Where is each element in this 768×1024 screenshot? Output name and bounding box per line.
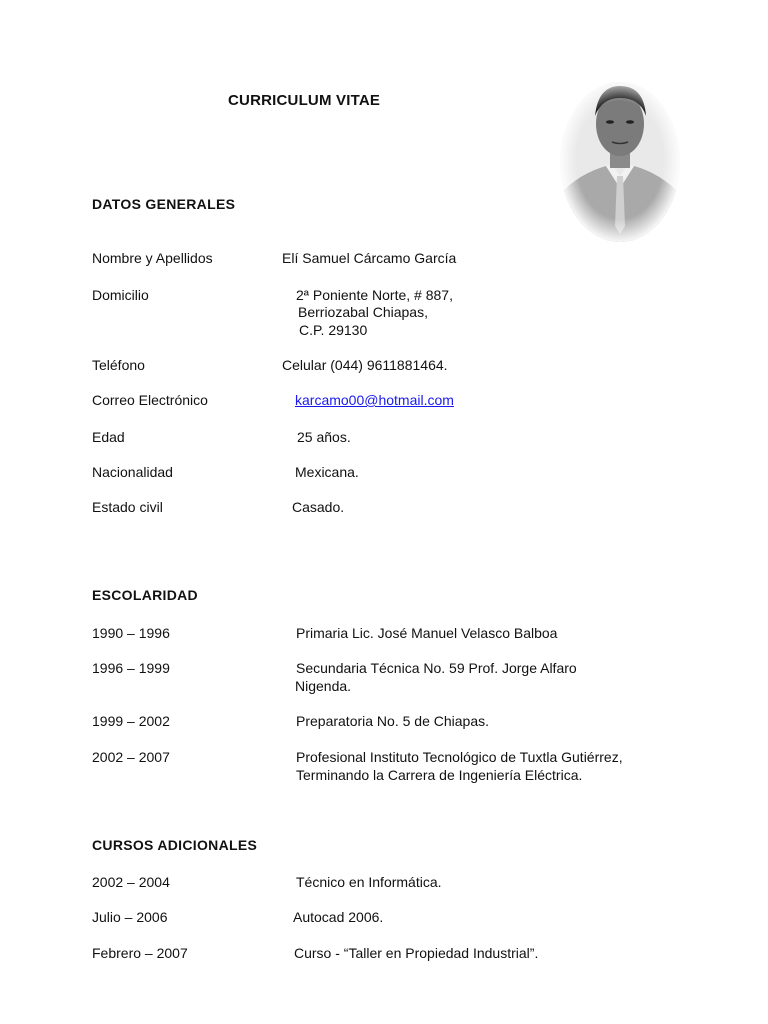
escolaridad-period: 1999 – 2002	[92, 713, 170, 729]
nacionalidad-value: Mexicana.	[295, 464, 359, 480]
estado-civil-value: Casado.	[292, 499, 345, 515]
edad-value: 25 años.	[297, 429, 351, 445]
curso-entry: Curso - “Taller en Propiedad Industrial”.	[294, 945, 539, 961]
escolaridad-period: 2002 – 2007	[92, 749, 170, 765]
escolaridad-entry: Profesional Instituto Tecnológico de Tuxtla Gutiérrez,	[296, 749, 623, 765]
escolaridad-entry-line2: Terminando la Carrera de Ingeniería Eléctrica.	[296, 767, 583, 783]
domicilio-label: Domicilio	[92, 287, 149, 303]
domicilio-line-2: Berriozabal Chiapas,	[298, 304, 428, 320]
email-link[interactable]: karcamo00@hotmail.com	[295, 392, 454, 408]
escolaridad-entry-line2: Nigenda.	[295, 678, 352, 694]
escolaridad-entry: Secundaria Técnica No. 59 Prof. Jorge Alfaro	[296, 660, 577, 676]
document-title: CURRICULUM VITAE	[228, 92, 381, 109]
section-heading-datos: DATOS GENERALES	[92, 196, 236, 212]
correo-label: Correo Electrónico	[92, 392, 208, 408]
escolaridad-entry: Primaria Lic. José Manuel Velasco Balboa	[296, 625, 558, 641]
portrait-photo	[558, 76, 682, 244]
curso-entry: Autocad 2006.	[293, 909, 384, 925]
curso-entry: Técnico en Informática.	[296, 874, 442, 890]
domicilio-line-1: 2ª Poniente Norte, # 887,	[296, 287, 453, 303]
curso-period: 2002 – 2004	[92, 874, 170, 890]
curso-period: Julio – 2006	[92, 909, 168, 925]
nacionalidad-label: Nacionalidad	[92, 464, 173, 480]
telefono-value: Celular (044) 9611881464.	[282, 357, 448, 373]
edad-label: Edad	[92, 429, 125, 445]
curso-period: Febrero – 2007	[92, 945, 188, 961]
escolaridad-period: 1990 – 1996	[92, 625, 170, 641]
section-heading-cursos: CURSOS ADICIONALES	[92, 837, 258, 853]
nombre-value: Elí Samuel Cárcamo García	[282, 250, 457, 266]
section-heading-escolaridad: ESCOLARIDAD	[92, 587, 198, 603]
estado-civil-label: Estado civil	[92, 499, 163, 515]
domicilio-line-3: C.P. 29130	[299, 322, 368, 338]
nombre-label: Nombre y Apellidos	[92, 250, 213, 266]
telefono-label: Teléfono	[92, 357, 145, 373]
escolaridad-entry: Preparatoria No. 5 de Chiapas.	[296, 713, 489, 729]
escolaridad-period: 1996 – 1999	[92, 660, 170, 676]
